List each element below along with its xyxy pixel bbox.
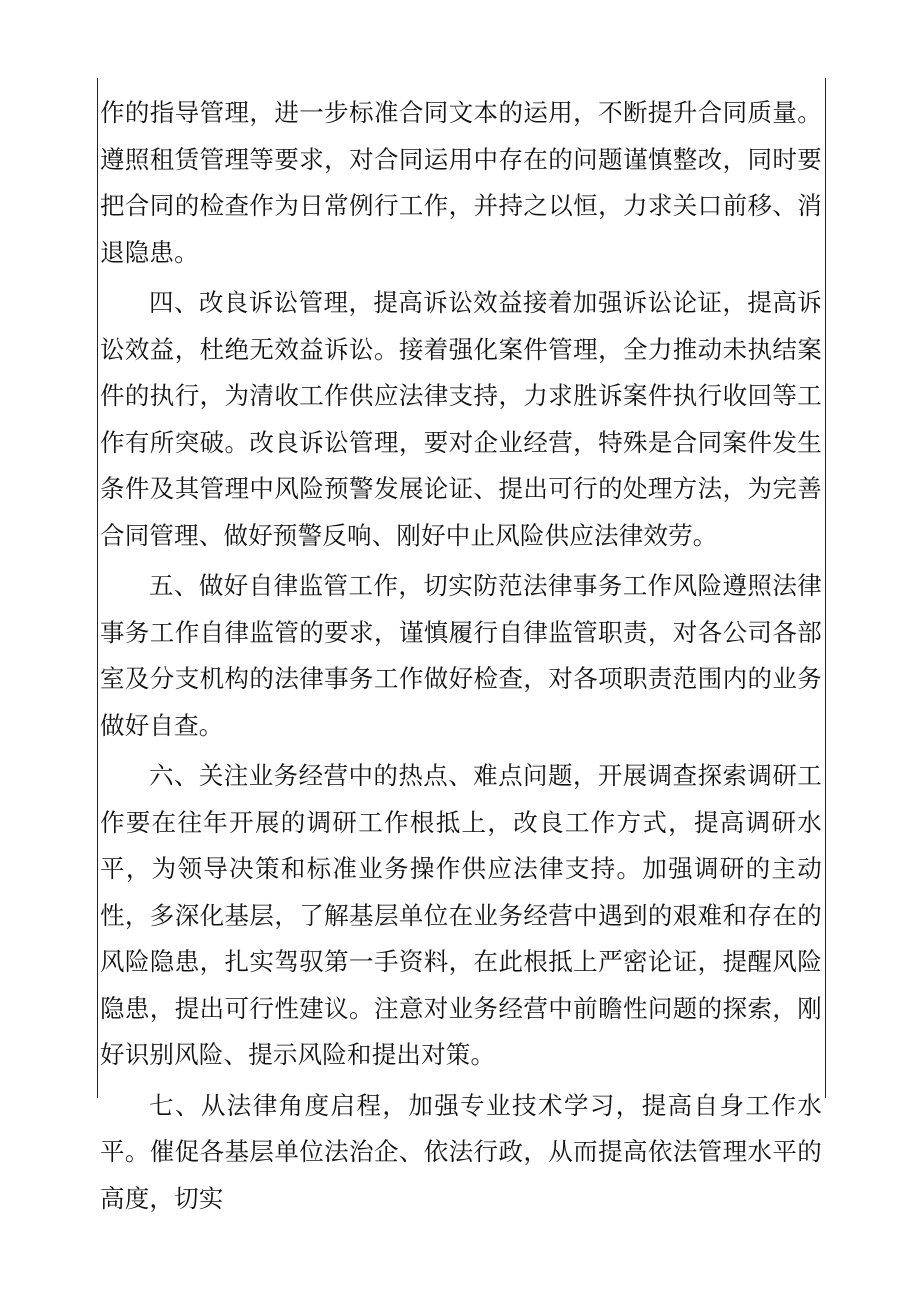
- paragraph-section-6: 六、关注业务经营中的热点、难点问题，开展调查探索调研工作要在往年开展的调研工作根抵上，改良工作方式，提高调研水平，为领导决策和标准业务操作供应法律支持。加强调研的主动性，多深化基层，了解基层单位在业务经营中遇到的艰难和存在的风险隐患，扎实驾驭第一手资料，在此根抵上严密论证，提醒风险隐患，提出可行性建议。注意对业务经营中前瞻性问题的探索，刚好识别风险、提示风险和提出对策。: [100, 761, 822, 1069]
- table-border-left: [97, 78, 98, 1098]
- table-border-right: [825, 78, 826, 1098]
- paragraph-section-5: 五、做好自律监管工作，切实防范法律事务工作风险遵照法律事务工作自律监管的要求，谨慎履行自律监管职责，对各公司各部室及分支机构的法律事务工作做好检查，对各项职责范围内的业务做好自查。: [100, 571, 822, 740]
- document-body: [100, 90, 822, 1222]
- paragraph-section-7: 七、从法律角度启程，加强专业技术学习，提高自身工作水平。催促各基层单位法治企、依法行政，从而提高依法管理水平的高度，切实: [100, 1090, 822, 1213]
- paragraph-continuation: 作的指导管理，进一步标准合同文本的运用，不断提升合同质量。遵照租赁管理等要求，对合同运用中存在的问题谨慎整改，同时要把合同的检查作为日常例行工作，并持之以恒，力求关口前移、消退隐患。: [100, 98, 822, 267]
- paragraph-section-4: 四、改良诉讼管理，提高诉讼效益接着加强诉讼论证，提高诉讼效益，杜绝无效益诉讼。接着强化案件管理，全力推动未执结案件的执行，为清收工作供应法律支持，力求胜诉案件执行收回等工作有所突破。改良诉讼管理，要对企业经营，特殊是合同案件发生条件及其管理中风险预警发展论证、提出可行的处理方法，为完善合同管理、做好预警反响、刚好中止风险供应法律效劳。: [100, 288, 822, 550]
